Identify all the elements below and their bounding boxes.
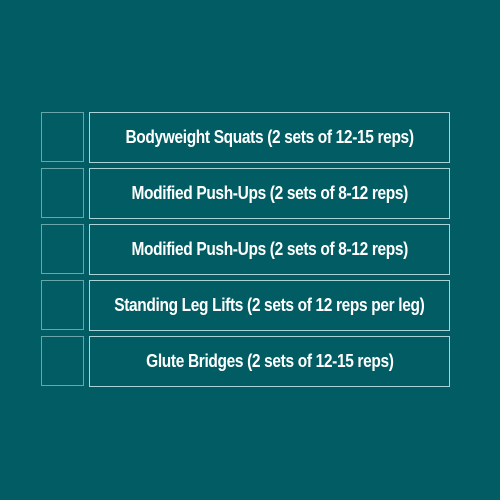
checkbox[interactable] xyxy=(41,280,84,330)
exercise-label: Standing Leg Lifts (2 sets of 12 reps per leg) xyxy=(114,295,425,315)
checklist-item-glute-bridges xyxy=(41,336,451,388)
exercise-label: Glute Bridges (2 sets of 12-15 reps) xyxy=(145,351,394,371)
exercise-checklist xyxy=(41,112,451,392)
exercise-label: Bodyweight Squats (2 sets of 12-15 reps) xyxy=(125,127,414,147)
exercise-label: Modified Push-Ups (2 sets of 8-12 reps) xyxy=(131,239,408,259)
checklist-item-modified-push-ups xyxy=(41,168,451,220)
checkbox[interactable] xyxy=(41,168,84,218)
exercise-label-box xyxy=(89,224,450,275)
exercise-label-box xyxy=(89,280,450,331)
exercise-label-box xyxy=(89,336,450,387)
checklist-item-bodyweight-squats xyxy=(41,112,451,164)
checklist-item-modified-push-ups-2 xyxy=(41,224,451,276)
checklist-item-standing-leg-lifts xyxy=(41,280,451,332)
checkbox[interactable] xyxy=(41,112,84,162)
checkbox[interactable] xyxy=(41,336,84,386)
exercise-label-box xyxy=(89,112,450,163)
exercise-label-box xyxy=(89,168,450,219)
checkbox[interactable] xyxy=(41,224,84,274)
exercise-label: Modified Push-Ups (2 sets of 8-12 reps) xyxy=(131,183,408,203)
